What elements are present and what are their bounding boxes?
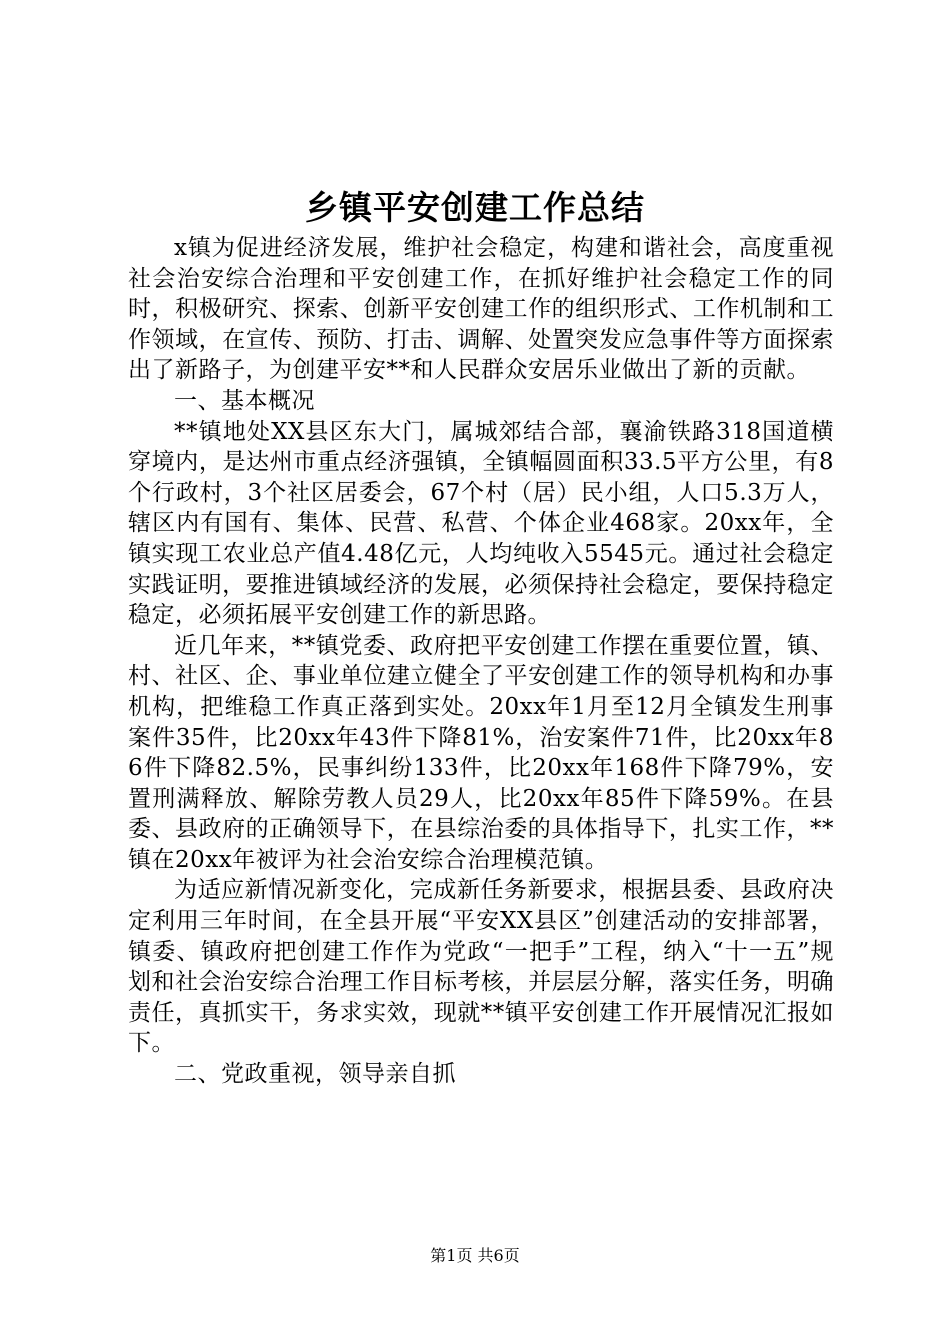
document-title: 乡镇平安创建工作总结 [305, 188, 645, 227]
plan-paragraph: 为适应新情况新变化，完成新任务新要求，根据县委、县政府决定利用三年时间，在全县开展“平安XX县区”创建活动的安排部署，镇委、镇政府把创建工作作为党政“一把手”工程，纳入“十一五”规划和社会治安综合治理工作目标考核，并层层分解，落实任务，明确责任，真抓实干，务求实效，现就**镇平安创建工作开展情况汇报如下。 [128, 877, 834, 1057]
section-heading-overview: 一、基本概况 [174, 387, 315, 414]
results-paragraph: 近几年来，**镇党委、政府把平安创建工作摆在重要位置，镇、村、社区、企、事业单位建立健全了平安创建工作的领导机构和办事机构，把维稳工作真正落到实处。20xx年1月至12月全镇发生刑事案件35件，比20xx年43件下降81%，治安案件71件，比20xx年86件下降82.5%，民事纠纷133件，比20xx年168件下降79%，安置刑满释放、解除劳教人员29人，比20xx年85件下降59%。在县委、县政府的正确领导下，在县综治委的具体指导下，扎实工作，**镇在20xx年被评为社会治安综合治理模范镇。 [128, 632, 834, 873]
intro-paragraph: x镇为促进经济发展，维护社会稳定，构建和谐社会，高度重视社会治安综合治理和平安创建工作，在抓好维护社会稳定工作的同时，积极研究、探索、创新平安创建工作的组织形式、工作机制和工作领域，在宣传、预防、打击、调解、处置突发应急事件等方面探索出了新路子，为创建平安**和人民群众安居乐业做出了新的贡献。 [128, 235, 834, 384]
section-heading-leadership: 二、党政重视，领导亲自抓 [174, 1061, 456, 1088]
overview-paragraph: **镇地处XX县区东大门，属城郊结合部，襄渝铁路318国道横穿境内，是达州市重点经济强镇，全镇幅圆面积33.5平方公里，有8个行政村，3个社区居委会，67个村（居）民小组，人口5.3万人，辖区内有国有、集体、民营、私营、个体企业468家。20xx年，全镇实现工农业总产值4.48亿元，人均纯收入5545元。通过社会稳定实践证明，要推进镇域经济的发展，必须保持社会稳定，要保持稳定稳定，必须拓展平安创建工作的新思路。 [128, 418, 834, 629]
document-body [128, 233, 834, 1090]
page-footer: 第1页 共6页 [430, 1246, 520, 1265]
